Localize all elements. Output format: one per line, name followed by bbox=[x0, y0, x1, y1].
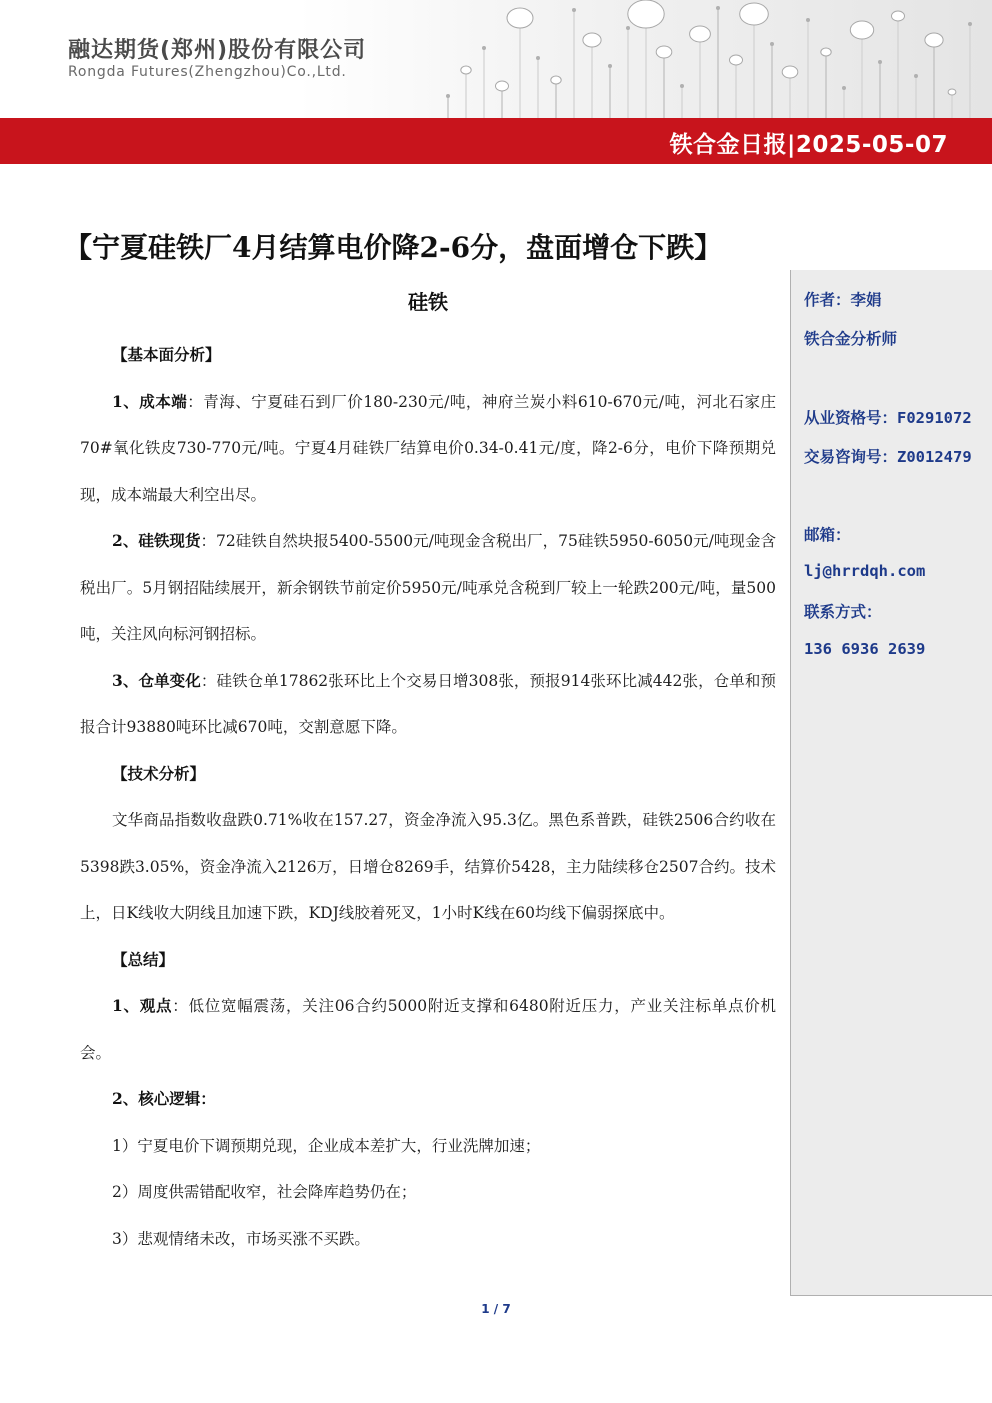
page-number: 1 / 7 bbox=[481, 1302, 511, 1316]
contact-label: 联系方式： bbox=[804, 603, 882, 621]
decoration-circle bbox=[821, 48, 831, 56]
decoration-dot bbox=[680, 84, 684, 88]
decoration-dot bbox=[878, 60, 882, 64]
text-warehouse: ：硅铁仓单17862张环比上个交易日增308张，预报914张环比减442张，仓单和预报合计93880吨环比减670吨，交割意愿下降。 bbox=[80, 671, 776, 736]
label-logic: 2、核心逻辑： bbox=[112, 1089, 216, 1108]
label-spot: 2、硅铁现货 bbox=[112, 531, 201, 550]
company-name-cn: 融达期货(郑州)股份有限公司 bbox=[68, 38, 367, 63]
consult-number: 交易咨询号：Z0012479 bbox=[804, 448, 972, 466]
author-name: 作者：李娟 bbox=[804, 291, 882, 309]
qualification-number: 从业资格号：F0291072 bbox=[804, 409, 972, 427]
text-view: ：低位宽幅震荡，关注06合约5000附近支撑和6480附近压力，产业关注标单点价机会。 bbox=[80, 997, 776, 1062]
decoration-dot bbox=[716, 6, 720, 10]
paragraph-cost bbox=[80, 379, 776, 519]
paragraph-spot bbox=[80, 518, 776, 658]
decoration-circle bbox=[782, 66, 798, 78]
section-heading-technical: 【技术分析】 bbox=[112, 763, 206, 783]
decoration-circle bbox=[507, 8, 533, 28]
report-body bbox=[80, 332, 776, 1262]
text-spot: ：72硅铁自然块报5400-5500元/吨现金含税出厂，75硅铁5950-6050元/吨现金含税出厂。5月钢招陆续展开，新余钢铁节前定价5950元/吨承兑含税到厂较上一轮跌200元/吨，量500吨，关注风向标河钢招标。 bbox=[80, 532, 776, 643]
decoration-circle bbox=[925, 33, 943, 47]
author-role: 铁合金分析师 bbox=[804, 330, 898, 348]
decoration-dot bbox=[572, 8, 576, 12]
decoration-circle bbox=[551, 76, 561, 84]
paragraph-logic-label bbox=[80, 1076, 776, 1123]
decoration-circle bbox=[730, 55, 743, 65]
paragraph-warehouse bbox=[80, 658, 776, 751]
company-name-en: Rongda Futures(Zhengzhou)Co.,Ltd. bbox=[68, 64, 347, 80]
decoration-circle bbox=[850, 21, 873, 39]
decoration-dot bbox=[770, 42, 774, 46]
decoration-circle bbox=[461, 66, 471, 74]
decoration-dot bbox=[806, 18, 810, 22]
email-address[interactable]: lj@hrrdqh.com bbox=[804, 562, 926, 580]
decoration-dot bbox=[968, 22, 972, 26]
email-label: 邮箱： bbox=[804, 526, 851, 544]
product-subtitle: 硅铁 bbox=[408, 290, 448, 314]
decoration-circle bbox=[892, 11, 905, 21]
label-view: 1、观点 bbox=[112, 996, 173, 1015]
decoration-dot bbox=[626, 26, 630, 30]
decoration-circle bbox=[690, 26, 711, 42]
section-heading-summary: 【总结】 bbox=[112, 949, 175, 969]
logic-item: 1）宁夏电价下调预期兑现，企业成本差扩大，行业洗牌加速； bbox=[112, 1136, 541, 1155]
label-warehouse: 3、仓单变化 bbox=[112, 670, 201, 690]
decoration-circle bbox=[948, 89, 956, 95]
decoration-dot bbox=[842, 86, 846, 90]
logic-item: 3）悲观情绪未改，市场买涨不买跌。 bbox=[112, 1229, 370, 1248]
decoration-dot bbox=[536, 56, 540, 60]
author-sidebar bbox=[790, 270, 992, 1296]
decoration-circle bbox=[583, 33, 601, 47]
decoration-dot bbox=[446, 94, 450, 98]
decoration-dot bbox=[482, 46, 486, 50]
decoration-dot bbox=[914, 74, 918, 78]
main-headline: 【宁夏硅铁厂4月结算电价降2-6分，盘面增仓下跌】 bbox=[64, 231, 723, 264]
decoration-dot bbox=[608, 64, 612, 68]
section-heading-fundamental: 【基本面分析】 bbox=[112, 345, 221, 364]
decoration-circle bbox=[628, 0, 664, 28]
phone-number: 136 6936 2639 bbox=[804, 640, 926, 658]
report-header bbox=[0, 0, 992, 165]
paragraph-view bbox=[80, 983, 776, 1076]
label-cost: 1、成本端 bbox=[112, 391, 188, 411]
text-cost: ：青海、宁夏硅石到厂价180-230元/吨，神府兰炭小料610-670元/吨，河北石家庄70#氧化铁皮730-770元/吨。宁夏4月硅铁厂结算电价0.34-0.41元/度，降2-6分，电价下降预期兑现，成本端最大利空出尽。 bbox=[80, 392, 776, 504]
logic-item: 2）周度供需错配收窄，社会降库趋势仍在； bbox=[112, 1183, 417, 1201]
decoration-circle bbox=[656, 46, 672, 58]
report-title: 铁合金日报|2025-05-07 bbox=[669, 132, 948, 158]
decoration-circle bbox=[740, 3, 769, 25]
paragraph-technical: 文华商品指数收盘跌0.71%收在157.27，资金净流入95.3亿。黑色系普跌，硅铁2506合约收在5398跌3.05%，资金净流入2126万，日增仓8269手，结算价5428，主力陆续移仓2507合约。技术上，日K线收大阴线且加速下跌，KDJ线胶着死叉，1小时K线在60均线下偏弱探底中。 bbox=[80, 811, 776, 922]
decoration-circle bbox=[496, 81, 509, 91]
